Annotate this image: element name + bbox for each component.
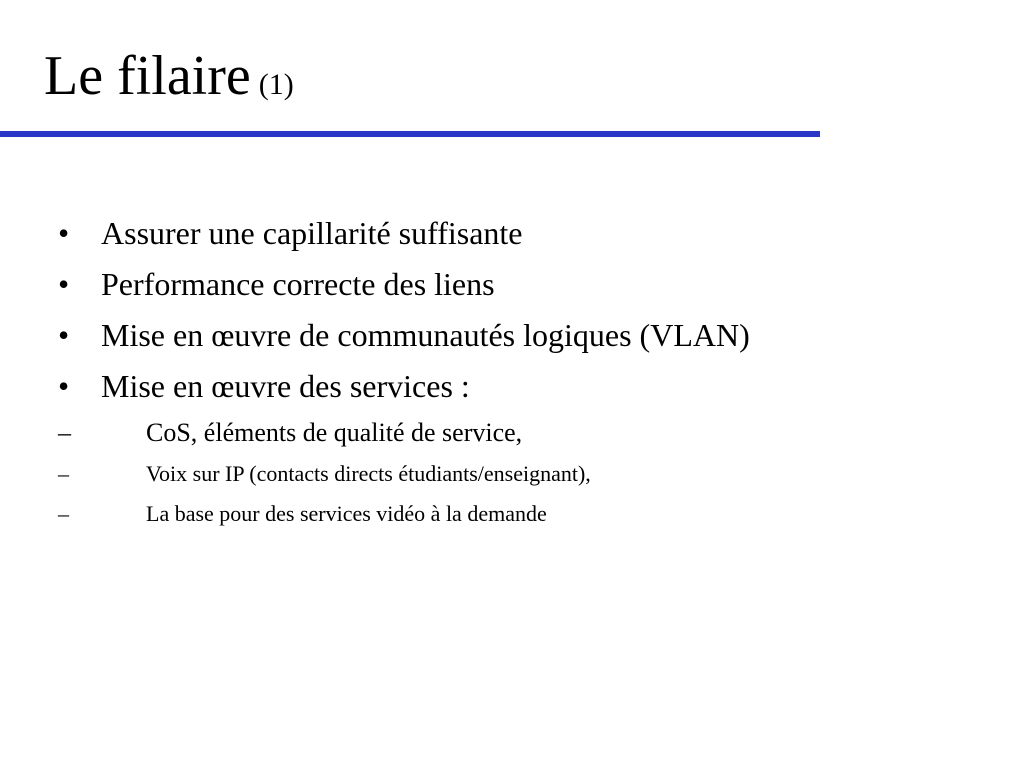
bullet-list [58, 208, 750, 534]
sub-bullet-text: Voix sur IP (contacts directs étudiants/enseignant), [146, 461, 591, 486]
sub-bullet-item [58, 412, 750, 454]
bullet-text: Mise en œuvre des services : [101, 368, 470, 404]
slide-title-text: Le filaire [44, 45, 251, 107]
sub-bullet-marker: – [58, 461, 69, 486]
slide-title [44, 36, 294, 125]
bullet-text: Assurer une capillarité suffisante [101, 215, 523, 251]
bullet-item [58, 208, 750, 259]
bullet-marker: • [58, 368, 70, 404]
bullet-text: Performance correcte des liens [101, 266, 495, 302]
sub-bullet-marker: – [58, 418, 71, 447]
sub-bullet-text: La base pour des services vidéo à la demande [146, 501, 547, 526]
bullet-text: Mise en œuvre de communautés logiques (VLAN) [101, 317, 750, 353]
title-underline-rule [0, 131, 820, 137]
bullet-marker: • [58, 215, 70, 251]
bullet-item [58, 310, 750, 361]
sub-bullet-text: CoS, éléments de qualité de service, [146, 418, 523, 447]
sub-bullet-item [58, 494, 750, 534]
sub-bullet-item [58, 454, 750, 494]
bullet-marker: • [58, 317, 70, 353]
bullet-item [58, 259, 750, 310]
bullet-item [58, 361, 750, 534]
bullet-marker: • [58, 266, 70, 302]
sub-bullet-list [58, 412, 750, 534]
sub-bullet-marker: – [58, 501, 69, 526]
slide-title-suffix: (1) [258, 68, 294, 101]
